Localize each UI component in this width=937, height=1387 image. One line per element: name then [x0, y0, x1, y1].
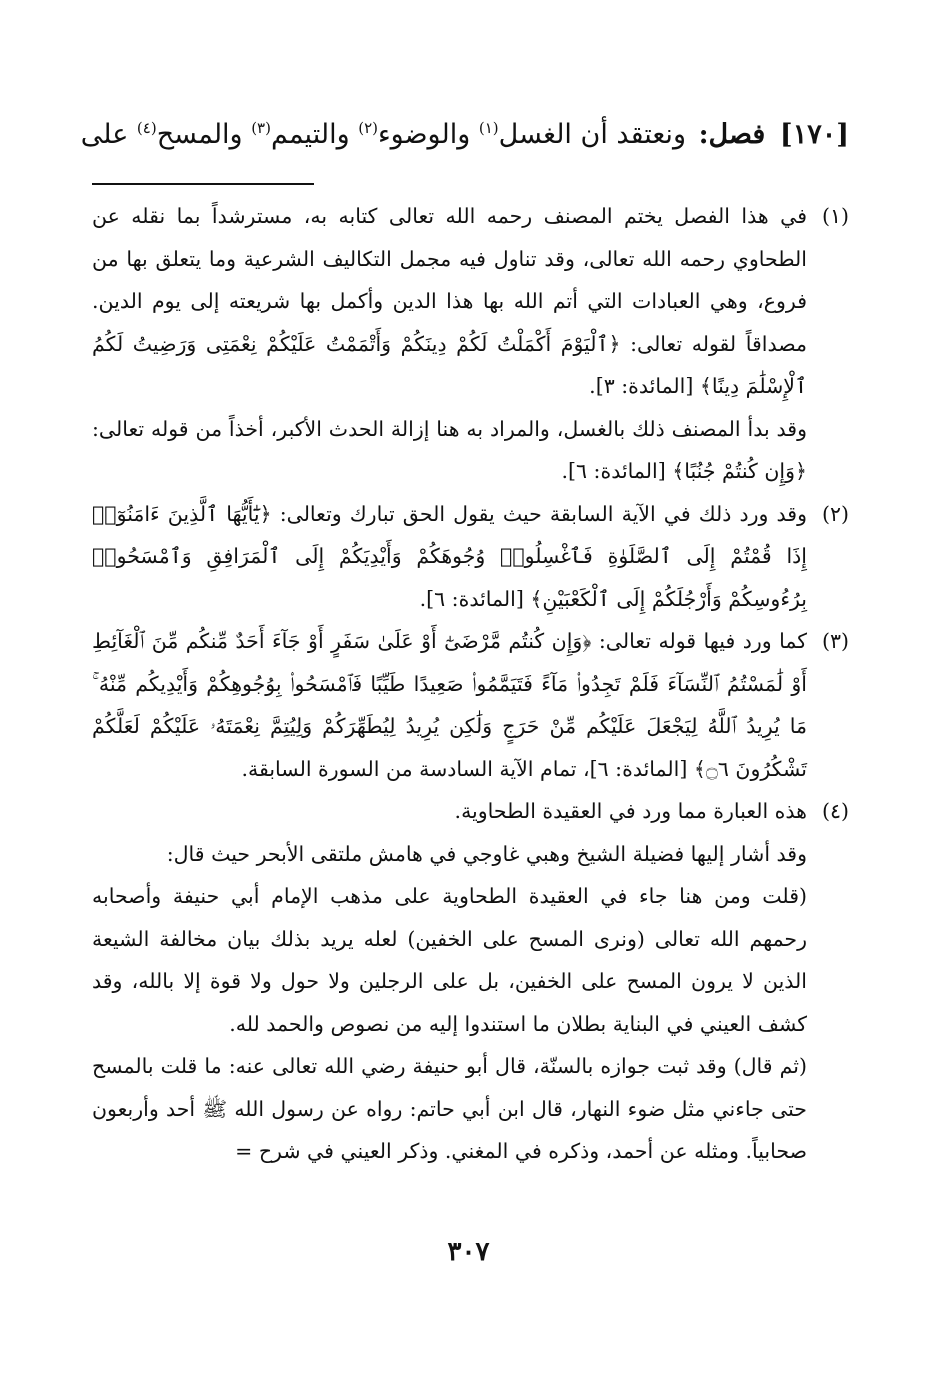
footnote-paragraph: وقد بدأ المصنف ذلك بالغسل، والمراد به هنا إزالة الحدث الأكبر، أخذاً من قوله تعالى: ﴿وَإِن كُنتُمْ جُنُبًا﴾ [المائدة: ٦]. — [92, 416, 807, 483]
footnote-marker: (١) — [821, 204, 849, 228]
footnote-paragraph: كما ورد فيها قوله تعالى: ﴿وَإِن كُنتُم مَّرْضَىٰٓ أَوْ عَلَىٰ سَفَرٍ أَوْ جَآءَ أَحَدٌ مِّنكُم مِّنَ ٱلْغَآئِطِ أَوْ لَٰمَسْتُمُ ٱلنِّسَآءَ فَلَمْ تَجِدُوا۟ مَآءً فَتَيَمَّمُوا۟ صَعِيدًا طَيِّبًا فَٱمْسَحُوا۟ بِوُجُوهِكُمْ وَأَيْدِيكُم مِّنْهُ ۚ مَا يُرِيدُ ٱللَّهُ لِيَجْعَلَ عَلَيْكُم مِّنْ حَرَجٍ وَلَٰكِن يُرِيدُ لِيُطَهِّرَكُمْ وَلِيُتِمَّ نِعْمَتَهُۥ عَلَيْكُمْ لَعَلَّكُمْ تَشْكُرُونَ ۝٦﴾ [المائدة: ٦]، تمام الآية السادسة من السورة السابقة. — [92, 629, 807, 781]
footnote-separator — [92, 183, 314, 185]
heading-text-1: ونعتقد أن الغسل — [498, 119, 686, 150]
footnote-ref-4: (٤) — [136, 119, 157, 137]
continuation-paragraph: (ثم قال) وقد ثبت جوازه بالسنّة، قال أبو حنيفة رضي الله تعالى عنه: ما قلت بالمسح حتى جاءني مثل ضوء النهار، قال ابن أبي حاتم: رواه عن رسول الله ﷺ أحد وأربعون صحابياً. ومثله عن أحمد، وذكره في المغني. وذكر العيني في شرح = — [92, 1054, 807, 1163]
continuation-paragraph: وقد أشار إليها فضيلة الشيخ وهبي غاوجي في هامش ملتقى الأبحر حيث قال: — [166, 841, 807, 866]
footnote-marker: (٣) — [821, 629, 849, 653]
section-number: [١٧٠] — [779, 119, 849, 150]
footnote-2 — [92, 493, 849, 621]
section-heading — [80, 108, 849, 155]
footnote-marker: (٢) — [821, 501, 849, 526]
footnote-4 — [92, 790, 849, 833]
footnote-1 — [92, 195, 849, 493]
heading-text-5: على — [80, 119, 137, 150]
footnote-ref-1: (١) — [478, 119, 499, 137]
footnote-3 — [92, 620, 849, 790]
continuation-paragraph: (قلت ومن هنا جاء في العقيدة الطحاوية على مذهب الإمام أبي حنيفة وأصحابه رحمهم الله تعالى (ونرى المسح على الخفين) لعله يريد بذلك بيان مخالفة الشيعة الذين لا يرون المسح على الخفين، بل على الرجلين ولا حول ولا قوة إلا بالله، وقد كشف العيني في البناية بطلان ما استندوا إليه من نصوص والحمد لله. — [92, 884, 807, 1036]
footnote-paragraph: وقد ورد ذلك في الآية السابقة حيث يقول الحق تبارك وتعالى: ﴿يَٰٓأَيُّهَا ٱلَّذِينَ ءَامَنُوٓا۟ إِذَا قُمْتُمْ إِلَى ٱلصَّلَوٰةِ فَٱغْسِلُوا۟ وُجُوهَكُمْ وَأَيْدِيَكُمْ إِلَى ٱلْمَرَافِقِ وَٱمْسَحُوا۟ بِرُءُوسِكُمْ وَأَرْجُلَكُمْ إِلَى ٱلْكَعْبَيْنِ﴾ [المائدة: ٦]. — [92, 501, 807, 611]
heading-text-2: والوضوء — [377, 119, 479, 150]
footnote-ref-3: (٣) — [251, 119, 271, 137]
footnote-paragraph: في هذا الفصل يختم المصنف رحمه الله تعالى كتابه به، مسترشداً بما نقله عن الطحاوي رحمه الله تعالى، وقد تناول فيه مجمل التكاليف الشرعية وما يتعلق بها من فروع، وهي العبادات التي أتم الله بها هذا الدين وأكمل بها شريعته إلى يوم الدين. مصداقاً لقوله تعالى: ﴿ٱلْيَوْمَ أَكْمَلْتُ لَكُمْ دِينَكُمْ وَأَتْمَمْتُ عَلَيْكُمْ نِعْمَتِى وَرَضِيتُ لَكُمُ ٱلْإِسْلَٰمَ دِينًا﴾ [المائدة: ٣]. — [92, 204, 807, 398]
footnotes — [92, 195, 849, 1173]
page-number: ٣٠٧ — [447, 1237, 490, 1267]
section-label: فصل: — [698, 119, 766, 150]
footnote-paragraph: هذه العبارة مما ورد في العقيدة الطحاوية. — [454, 799, 807, 823]
heading-text-3: والتيمم — [270, 119, 359, 150]
footnote-ref-2: (٢) — [358, 119, 378, 137]
footnote-marker: (٤) — [821, 799, 849, 823]
heading-text-4: والمسح — [156, 119, 252, 150]
